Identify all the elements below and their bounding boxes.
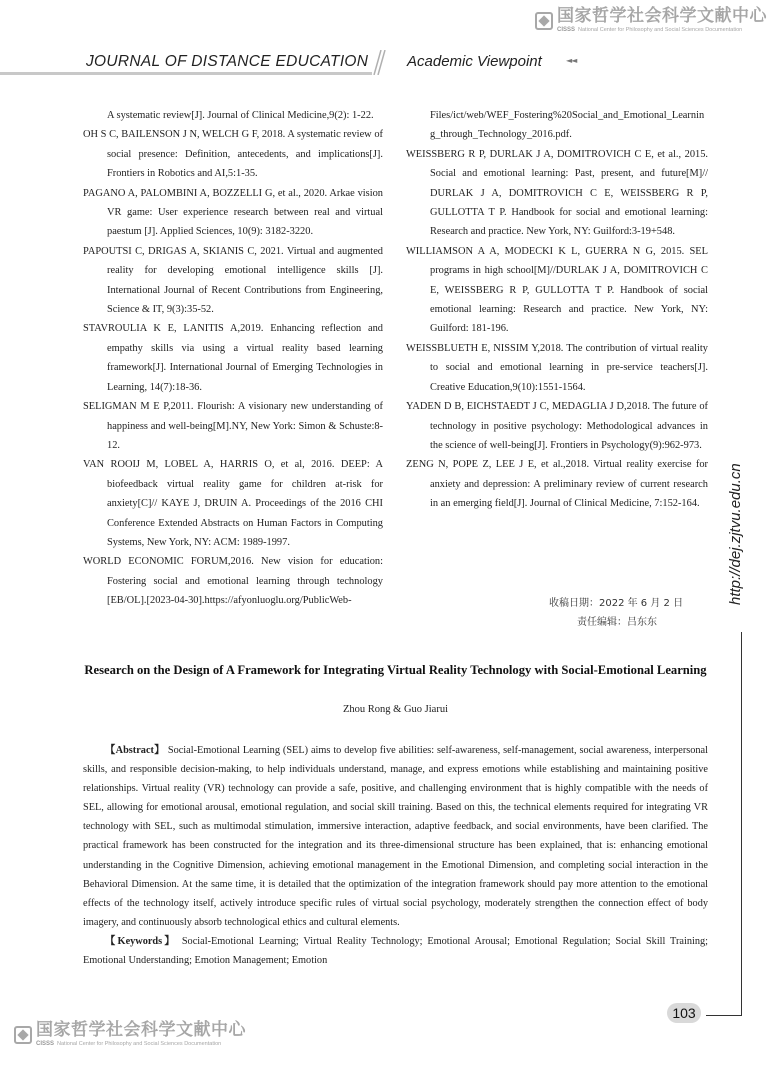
watermark-abbr: CISSS <box>36 1041 55 1047</box>
side-rule <box>741 632 742 1016</box>
watermark-en: National Center for Philosophy and Social Sciences Documentation <box>578 27 743 33</box>
reference-item: WILLIAMSON A A, MODECKI K L, GUERRA N G, 2015. SEL programs in high school[M]//DURLAK J A, DOMITROVICH C E, WEISSBERG R P, GULLOTTA T P. Handbook of social emotional learning: Research and practice. New York, NY: Guilford: 181-196. <box>406 245 708 335</box>
running-header <box>0 50 779 78</box>
watermark-cn: 国家哲学社会科学文献中心 <box>557 6 767 26</box>
watermark-top <box>535 8 767 34</box>
reference-item: STAVROULIA K E, LANITIS A,2019. Enhancing reflection and empathy skills via using a virtual reality based learning framework[J]. International Journal of Emerging Technologies in Learning, 14(7):18-36. <box>83 323 383 393</box>
keywords-label: 【Keywords】 <box>105 935 177 947</box>
responsible-editor: 责任编辑：吕东东 <box>577 617 657 628</box>
article-english-title: Research on the Design of A Framework for Integrating Virtual Reality Technology with Social-Emotional Learning <box>84 663 707 677</box>
reference-item: Files/ict/web/WEF_Fostering%20Social_and_Emotional_Learning_through_Technology_2016.pdf. <box>430 110 705 141</box>
cisss-logo-icon <box>535 12 553 30</box>
journal-title: JOURNAL OF DISTANCE EDUCATION <box>86 53 369 70</box>
article-authors: Zhou Rong & Guo Jiarui <box>343 704 448 715</box>
cisss-logo-icon <box>14 1026 32 1044</box>
header-rule <box>0 72 372 75</box>
side-url-link[interactable]: http://dej.zjtvu.edu.cn <box>727 463 744 605</box>
english-abstract <box>83 741 708 970</box>
reference-item: SELIGMAN M E P,2011. Flourish: A visionary new understanding of happiness and well-being[M].NY, New York: Simon & Schuste:8-12. <box>83 401 383 451</box>
reference-item: WORLD ECONOMIC FORUM,2016. New vision for education: Fostering social and emotional learning through technology [EB/OL].[2023-04-30].https://afyonluoglu.org/PublicWeb- <box>83 556 383 607</box>
reference-item: WEISSBERG R P, DURLAK J A, DOMITROVICH C E, et al., 2015. Social and emotional learning: Past, present, and future[M]// DURLAK J A, DOMITROVICH C E, WEISSBERG R P, GULLOTTA T P. Handbook for social and emotional learning: Research and practice. New York, NY: Guilford:3-19+548. <box>406 148 708 238</box>
reference-item: YADEN D B, EICHSTAEDT J C, MEDAGLIA J D,2018. The future of technology in positive psychology: Methodological advances in the science of well-being[J]. Frontiers in Psychology(9):962-973. <box>406 401 708 451</box>
reference-item: A systematic review[J]. Journal of Clinical Medicine,9(2): 1-22. <box>107 110 374 121</box>
header-slash-icon <box>372 50 386 75</box>
reference-item: VAN ROOIJ M, LOBEL A, HARRIS O, et al, 2016. DEEP: A biofeedback virtual reality game for children at-risk for anxiety[C]// KAYE J, DRUIN A. Proceedings of the 2016 CHI Conference Extended Abstracts on Human Factors in Computing Systems, New York, NY: ACM: 1989-1997. <box>83 459 383 548</box>
section-title: Academic Viewpoint <box>407 53 542 70</box>
reference-item: PAGANO A, PALOMBINI A, BOZZELLI G, et al., 2020. Arkae vision VR game: User experience research between real and virtual paestum [J]. Applied Sciences, 10(9): 3182-3220. <box>83 187 383 238</box>
keywords-text: Social-Emotional Learning; Virtual Reality Technology; Emotional Arousal; Emotional Regulation; Social Skill Training; Emotional Understanding; Emotion Management; Emotion <box>83 935 708 967</box>
abstract-text: Social-Emotional Learning (SEL) aims to develop five abilities: self-awareness, self-management, social awareness, interpersonal skills, and responsible decision-making, to help individuals understand, manage, and express emotions while establishing and maintaining positive relationships. Virtual reality (VR) technology can provide a safe, positive, and challenging environment that is highly compatible with the needs of SEL, allowing for emotional arousal, emotional regulation, and social skill training. Based on this, the technical elements required for integrating VR technology with SEL, such as multimodal stimulation, immersive interaction, adaptive feedback, and social environments, have been clarified. The practical framework has been constructed for the integration and its three-dimensional structure has been explained, that is: enhancing emotional understanding in the Cognitive Dimension, achieving emotional management in the Emotional Dimension, and completing social interaction in the Behavioral Dimension. At the same time, it is detailed that the optimization of the integration framework should pay more attention to the emotional effects of the technology itself, actively introduce specific rules of virtual social psychology, moderately strengthen the connection effect of body imagery, and continuously absorb technological ethics and cultural elements. <box>83 745 708 928</box>
reference-item: ZENG N, POPE Z, LEE J E, et al.,2018. Virtual reality exercise for anxiety and depression: A preliminary review of current research in an emerging field[J]. Journal of Clinical Medicine, 7:152-164. <box>406 459 708 510</box>
page-number: 103 <box>667 1003 701 1023</box>
reference-item: PAPOUTSI C, DRIGAS A, SKIANIS C, 2021. Virtual and augmented reality for developing emotional intelligence skills [J]. International Journal of Recent Contributions from Engineering, Science & IT, 9(3):35-52. <box>83 245 383 316</box>
abstract-paragraph <box>83 741 708 932</box>
watermark-abbr: CISSS <box>557 27 576 33</box>
side-rule-foot <box>706 1015 742 1016</box>
watermark-en: National Center for Philosophy and Social Sciences Documentation <box>57 1041 222 1047</box>
keywords-paragraph <box>83 932 708 970</box>
watermark-bottom <box>14 1022 246 1048</box>
references-right-column <box>406 106 708 514</box>
references-left-column <box>83 106 383 611</box>
reference-item: OH S C, BAILENSON J N, WELCH G F, 2018. A systematic review of social presence: Definition, antecedents, and implications[J]. Frontiers in Robotics and AI,5:1-35. <box>83 129 383 180</box>
watermark-cn: 国家哲学社会科学文献中心 <box>36 1020 246 1040</box>
abstract-label: 【Abstract】 <box>105 745 165 756</box>
reference-item: WEISSBLUETH E, NISSIM Y,2018. The contribution of virtual reality to social and emotional learning in pre-service teachers[J]. Creative Education,9(10):1551-1564. <box>406 342 708 393</box>
double-arrow-icon: ◄◄ <box>566 56 577 65</box>
received-date: 收稿日期：2022 年 6 月 2 日 <box>549 598 684 609</box>
